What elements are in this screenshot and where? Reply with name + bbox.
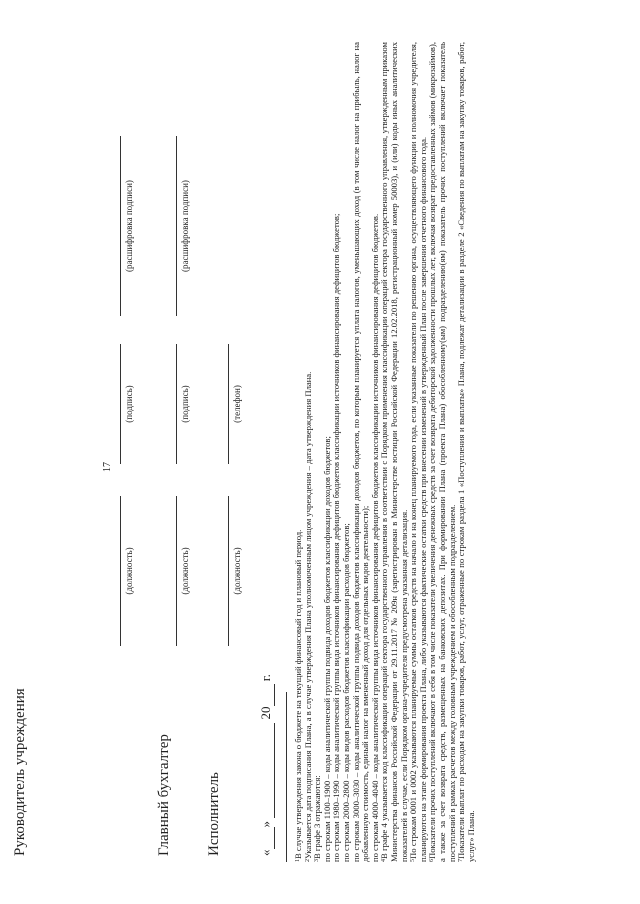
executor-position-caption: (должность) <box>232 547 242 595</box>
accountant-signature-line <box>176 344 177 464</box>
head-position-line <box>120 496 121 646</box>
executor-phone-line <box>228 344 229 464</box>
accountant-name-caption: (расшифровка подписи) <box>180 180 190 272</box>
chief-accountant-label: Главный бухгалтер <box>156 734 172 856</box>
head-name-caption: (расшифровка подписи) <box>124 180 134 272</box>
month-blank <box>258 723 275 818</box>
accountant-name-line <box>176 136 177 316</box>
head-signature-caption: (подпись) <box>124 385 134 423</box>
footnote: $^5$По строкам 0001 и 0002 указываются планируемые суммы остатков средств на начало и на конец планируемого года, если указанные показатели по решению органа, осуществляющего функции и полномочия учредителя, планируются на этапе формирования проекта Плана, либо указываются фактические остатки средств при внесении изменений в утвержденный План после завершения отчетного финансового года. <box>408 42 428 862</box>
date-close-quote: » <box>258 821 273 828</box>
footnote-line: по строкам 3000–3030 – коды аналитической группы подвида доходов бюджетов классификации доходов бюджетов, по которым планируется уплата налогов, уменьшающих доход (в том числе налог на прибыль, налог на добавленную стоимость, единый налог на вмененный доход для отдельных видов деятельности); <box>350 42 371 862</box>
footnote: $^6$Показатели прочих поступлений включают в себя в том числе показатели увеличения денежных средств за счет возврата дебиторской задолженности прошлых лет, включая возврат предоставленных займов (микрозаймов), а также за счет возврата средств, размещенных на банковских депозитах. При формировании Плана (проекта Плана) обособленному(ым) подразделению(ям) показатель прочих поступлений включает показатель поступлений в рамках расчетов между головным учреждением и обособленным подразделением. <box>427 42 457 862</box>
footnote: $^1$В случае утверждения закона о бюджете на текущий финансовый год и плановый период. <box>293 529 303 862</box>
footnote: $^2$Указывается дата подписания Плана, а в случае утверждения Плана уполномоченным лицом учреждения – дата утверждения Плана. <box>302 371 313 862</box>
footnote-line: по строкам 4000–4040 – коды аналитической группы вида источников финансирования дефицитов бюджетов классификации источников финансирования дефицитов бюджетов. <box>369 213 380 862</box>
footnote-separator <box>286 692 287 862</box>
footnote: $^4$В графе 4 указывается код классификации операций сектора государственного управления в соответствии с Порядком применения классификации операций сектора государственного управления, утвержденным приказом Министерства финансов Российской Федерации от 29.11.2017 № 209н (зарегистрирован в Министерстве юстиции Российской Федерации 12.02.2018, регистрационный номер 50003), и (или) коды иных аналитических показателей в случае, если Порядком органа-учредителя предусмотрена указанная детализация. <box>379 42 409 862</box>
executor-phone-caption: (телефон) <box>232 385 242 423</box>
head-name-line <box>120 136 121 316</box>
day-blank <box>258 828 275 850</box>
date-line <box>258 674 275 856</box>
footnotes <box>294 42 476 862</box>
year-suffix: г. <box>258 674 273 682</box>
year-prefix: 20 <box>258 706 273 720</box>
accountant-position-caption: (должность) <box>180 547 190 595</box>
executor-label: Исполнитель <box>206 772 222 856</box>
head-position-caption: (должность) <box>124 547 134 595</box>
head-signature-line <box>120 344 121 464</box>
footnote: $^3$В графе 3 отражаются: <box>312 775 323 862</box>
accountant-position-line <box>176 496 177 646</box>
page-number: 17 <box>102 462 113 472</box>
footnote-line: по строкам 1100–1900 – коды аналитической группы подвида доходов бюджетов классификации доходов бюджетов; <box>321 436 332 862</box>
footnote-line: по строкам 2000–2800 – коды видов расходов бюджетов классификации расходов бюджетов; <box>340 523 351 862</box>
accountant-signature-caption: (подпись) <box>180 385 190 423</box>
footnote-line: по строкам 1980–1990 – коды аналитической группы вида источников финансирования дефицитов бюджетов классификации источников финансирования дефицитов бюджетов; <box>331 213 342 862</box>
date-open-quote: « <box>258 849 273 856</box>
footnote: $^7$Показатели выплат по расходам на закупки товаров, работ, услуг, отраженные по строкам раздела 1 «Поступления и выплаты» Плана, подлежат детализации в разделе 2 «Сведения по выплатам на закупку товаров, работ, услуг» Плана. <box>456 42 476 862</box>
year-blank <box>258 685 275 707</box>
executor-position-line <box>228 496 229 646</box>
head-of-institution-label: Руководитель учреждения <box>12 688 28 856</box>
